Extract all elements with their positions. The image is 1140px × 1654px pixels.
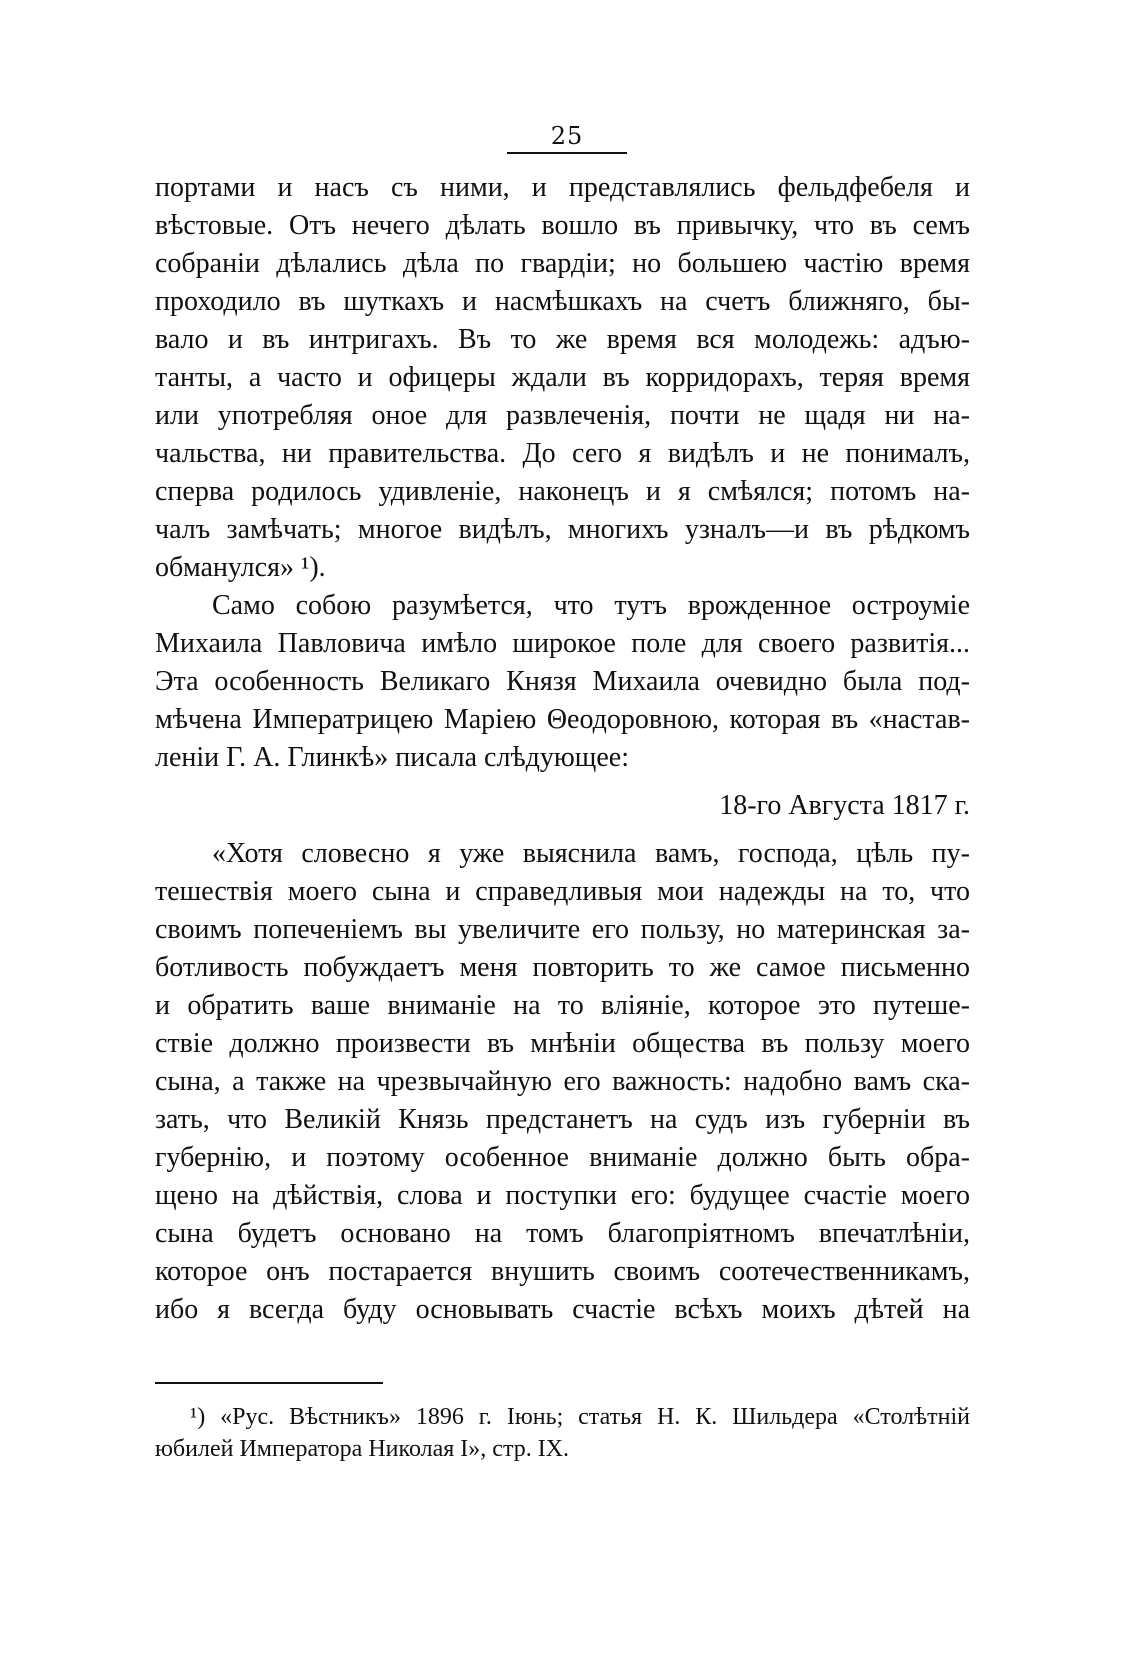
text-line: чальства, ни правительства. До сего я видѣлъ и не понималъ,	[155, 438, 970, 469]
text-line: обманулся» ¹).	[155, 552, 326, 583]
text-line: которое онъ постарается внушить своимъ соотечественникамъ,	[155, 1256, 970, 1287]
footnote-rule	[155, 1382, 383, 1384]
text-line: или употребляя оное для развлеченiя, почти не щадя ни на-	[155, 400, 970, 431]
text-line: и обратить ваше вниманiе на то влiянiе, которое это путеше-	[155, 990, 970, 1021]
text-line: тешествiя моего сына и справедливыя мои надежды на то, что	[155, 876, 970, 907]
text-line: Эта особенность Великаго Князя Михаила очевидно была под-	[155, 666, 970, 697]
text-line: сына будетъ основано на томъ благопрiятномъ впечатлѣнiи,	[155, 1218, 970, 1249]
footnote-line: ¹) «Рус. Вѣстникъ» 1896 г. Іюнь; статья Н. К. Шильдера «Столѣтнiй	[190, 1404, 970, 1430]
text-line: щено на дѣйствiя, слова и поступки его: будущее счастiе моего	[155, 1180, 970, 1211]
text-line: Михаила Павловича имѣло широкое поле для своего развитiя...	[155, 628, 970, 659]
text-line: зать, что Великiй Князь предстанетъ на судъ изъ губернiи въ	[155, 1104, 970, 1135]
text-line: ботливость побуждаетъ меня повторить то же самое письменно	[155, 952, 970, 983]
text-line: чалъ замѣчать; многое видѣлъ, многихъ узналъ—и въ рѣдкомъ	[155, 514, 970, 545]
text-line: мѣчена Императрицею Марiею Θеодоровною, которая въ «настав-	[155, 704, 970, 735]
text-line: портами и насъ съ ними, и представлялись фельдфебеля и	[155, 172, 970, 203]
text-line: ствiе должно произвести въ мнѣнiи общества въ пользу моего	[155, 1028, 970, 1059]
text-line: губернiю, и поэтому особенное вниманiе должно быть обра-	[155, 1142, 970, 1173]
page-number: 25	[550, 122, 584, 150]
page-number-rule	[507, 152, 627, 154]
text-line: своимъ попеченiемъ вы увеличите его пользу, но материнская за-	[155, 914, 970, 945]
footnote-line: юбилей Императора Николая I», стр. IX.	[155, 1436, 570, 1462]
text-line: сына, а также на чрезвычайную его важность: надобно вамъ ска-	[155, 1066, 970, 1097]
text-line: сперва родилось удивленiе, наконецъ и я смѣялся; потомъ на-	[155, 476, 970, 507]
text-line: вало и въ интригахъ. Въ то же время вся молодежь: адъю-	[155, 324, 970, 355]
text-line: проходило въ шуткахъ и насмѣшкахъ на счетъ ближняго, бы-	[155, 286, 970, 317]
text-line: ленiи Г. А. Глинкѣ» писала слѣдующее:	[155, 742, 630, 773]
text-line: собранiи дѣлались дѣла по гвардiи; но большею частiю время	[155, 248, 970, 279]
text-line: вѣстовые. Отъ нечего дѣлать вошло въ привычку, что въ семъ	[155, 210, 970, 241]
letter-date: 18-го Августа 1817 г.	[719, 790, 970, 821]
text-line: танты, а часто и офицеры ждали въ корридорахъ, теряя время	[155, 362, 970, 393]
text-line: «Хотя словесно я уже выяснила вамъ, господа, цѣль пу-	[212, 838, 970, 869]
text-line: Само собою разумѣется, что тутъ врожденное остроумiе	[212, 590, 970, 621]
text-line: ибо я всегда буду основывать счастiе всѣхъ моихъ дѣтей на	[155, 1294, 970, 1325]
